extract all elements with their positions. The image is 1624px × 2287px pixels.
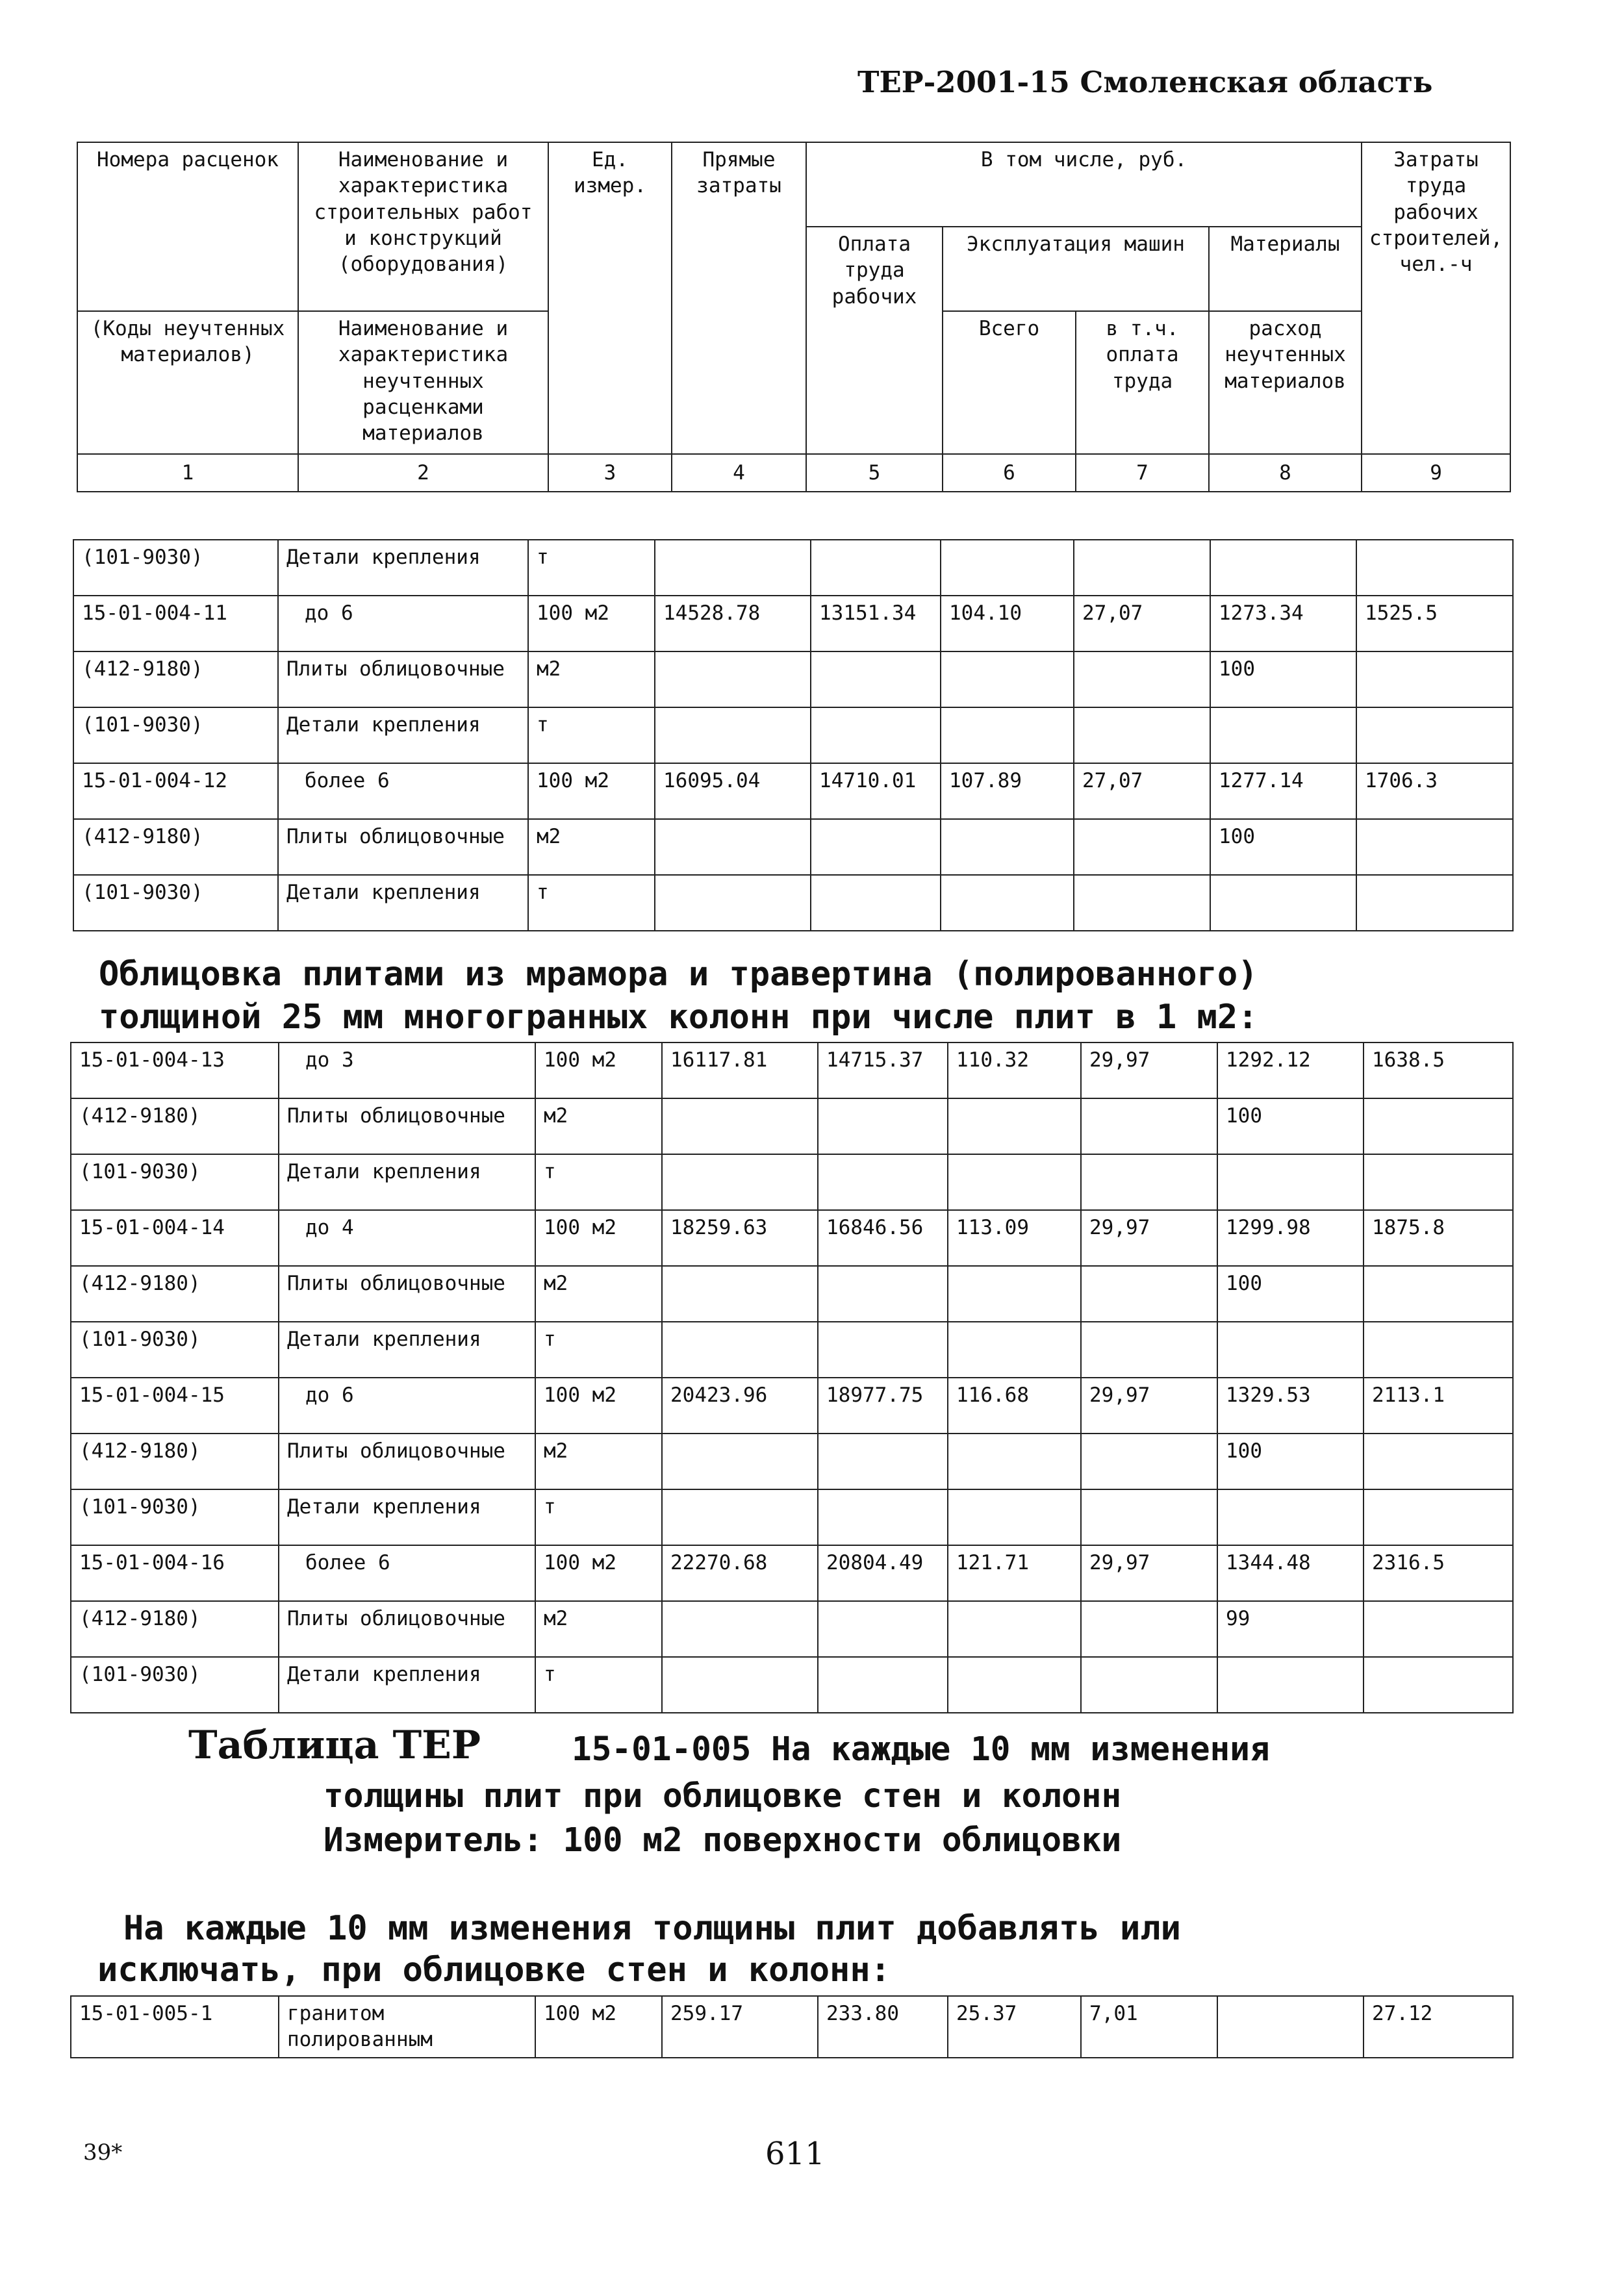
rate-code-cell: (412-9180): [71, 1098, 279, 1154]
wages-cell: [818, 1601, 948, 1657]
rate-code-cell: 15-01-004-14: [71, 1210, 279, 1266]
labor-hours-cell: 1525.5: [1356, 596, 1513, 651]
unit-cell: т: [528, 540, 655, 596]
materials-cell: 1344.48: [1217, 1545, 1364, 1601]
wages-cell: 18977.75: [818, 1378, 948, 1434]
unit-cell: 100 м2: [528, 763, 655, 819]
description-cell: Детали крепления: [279, 1154, 535, 1210]
table-title: [0, 1723, 1624, 1872]
materials-cell: 1299.98: [1217, 1210, 1364, 1266]
description-cell: Детали крепления: [279, 1657, 535, 1713]
running-header: ТЕР-2001-15 Смоленская область: [857, 65, 1433, 99]
unit-cell: т: [535, 1657, 662, 1713]
table-row: [73, 540, 1513, 596]
labor-hours-cell: [1356, 707, 1513, 763]
wages-cell: [811, 540, 941, 596]
rate-code-cell: (412-9180): [73, 651, 278, 707]
machinery-wages-cell: [1081, 1154, 1217, 1210]
column-number: 9: [1362, 454, 1510, 492]
wages-cell: [818, 1098, 948, 1154]
description-cell: до 6: [278, 596, 528, 651]
wages-cell: [818, 1489, 948, 1545]
labor-hours-cell: [1364, 1434, 1513, 1489]
labor-hours-cell: [1364, 1322, 1513, 1378]
machinery-total-cell: 25.37: [948, 1996, 1081, 2058]
rate-code-cell: (101-9030): [71, 1322, 279, 1378]
materials-cell: [1217, 1322, 1364, 1378]
wages-cell: [811, 875, 941, 931]
machinery-wages-cell: 29,97: [1081, 1545, 1217, 1601]
header-rate-numbers: Номера расценок: [77, 142, 298, 311]
header-wages: Оплата труда рабочих: [806, 227, 943, 454]
materials-cell: [1217, 1489, 1364, 1545]
unit-cell: 100 м2: [535, 1545, 662, 1601]
table-row: [71, 1322, 1513, 1378]
rate-code-cell: 15-01-004-16: [71, 1545, 279, 1601]
table-row: [71, 1042, 1513, 1098]
wages-cell: [818, 1434, 948, 1489]
machinery-total-cell: [941, 875, 1074, 931]
section-heading-2: [97, 1908, 1527, 1991]
direct-costs-cell: 16095.04: [655, 763, 811, 819]
rate-code-cell: 15-01-004-15: [71, 1378, 279, 1434]
rate-code-cell: (101-9030): [71, 1657, 279, 1713]
rate-code-cell: 15-01-004-13: [71, 1042, 279, 1098]
materials-cell: 1277.14: [1210, 763, 1356, 819]
unit-cell: м2: [535, 1601, 662, 1657]
direct-costs-cell: 20423.96: [662, 1378, 818, 1434]
table-row: [71, 1378, 1513, 1434]
description-cell: Детали крепления: [279, 1322, 535, 1378]
column-number: 6: [943, 454, 1076, 492]
materials-cell: 100: [1217, 1434, 1364, 1489]
table-title-label: Таблица ТЕР: [188, 1723, 481, 1768]
rate-code-cell: (101-9030): [71, 1489, 279, 1545]
machinery-wages-cell: [1081, 1657, 1217, 1713]
column-number: 4: [672, 454, 806, 492]
description-cell: более 6: [278, 763, 528, 819]
direct-costs-cell: [662, 1266, 818, 1322]
machinery-wages-cell: 7,01: [1081, 1996, 1217, 2058]
description-cell: до 3: [279, 1042, 535, 1098]
header-including-group: В том числе, руб.: [806, 142, 1362, 227]
unit-cell: м2: [535, 1098, 662, 1154]
unit-cell: 100 м2: [528, 596, 655, 651]
labor-hours-cell: [1364, 1489, 1513, 1545]
column-number: 7: [1076, 454, 1209, 492]
wages-cell: 16846.56: [818, 1210, 948, 1266]
direct-costs-cell: [655, 651, 811, 707]
rate-code-cell: (101-9030): [71, 1154, 279, 1210]
direct-costs-cell: 18259.63: [662, 1210, 818, 1266]
labor-hours-cell: 2113.1: [1364, 1378, 1513, 1434]
materials-cell: 99: [1217, 1601, 1364, 1657]
machinery-wages-cell: [1074, 819, 1210, 875]
header-material-codes: (Коды неучтенных материалов): [77, 311, 298, 454]
header-direct-costs: Прямые затраты: [672, 142, 806, 454]
table-row: [71, 1545, 1513, 1601]
table-row: [71, 1657, 1513, 1713]
labor-hours-cell: 2316.5: [1364, 1545, 1513, 1601]
description-cell: Плиты облицовочные: [279, 1098, 535, 1154]
table-title-measure: Измеритель: 100 м2 поверхности облицовки: [324, 1821, 1122, 1860]
table-row: [71, 1434, 1513, 1489]
table-title-line1: 15-01-005 На каждые 10 мм изменения: [572, 1730, 1270, 1769]
machinery-total-cell: [941, 540, 1074, 596]
description-cell: Детали крепления: [278, 540, 528, 596]
wages-cell: 14710.01: [811, 763, 941, 819]
machinery-total-cell: [948, 1322, 1081, 1378]
column-header-table: [77, 142, 1511, 492]
direct-costs-cell: [662, 1434, 818, 1489]
rate-code-cell: 15-01-004-11: [73, 596, 278, 651]
description-cell: Плиты облицовочные: [279, 1434, 535, 1489]
header-machinery-wages: в т.ч. оплата труда: [1076, 311, 1209, 454]
machinery-total-cell: [948, 1154, 1081, 1210]
rates-table-1: [73, 539, 1514, 931]
labor-hours-cell: [1364, 1266, 1513, 1322]
machinery-total-cell: 110.32: [948, 1042, 1081, 1098]
header-unit: Ед. измер.: [548, 142, 672, 454]
machinery-total-cell: [941, 819, 1074, 875]
materials-cell: 100: [1217, 1266, 1364, 1322]
header-labor-hours: Затраты труда рабочих строителей, чел.-ч: [1362, 142, 1510, 454]
labor-hours-cell: 1875.8: [1364, 1210, 1513, 1266]
rate-code-cell: (412-9180): [73, 819, 278, 875]
table-row: [73, 819, 1513, 875]
unit-cell: м2: [535, 1434, 662, 1489]
machinery-total-cell: [941, 707, 1074, 763]
description-cell: Плиты облицовочные: [278, 819, 528, 875]
wages-cell: [818, 1657, 948, 1713]
machinery-wages-cell: 29,97: [1081, 1042, 1217, 1098]
rate-code-cell: 15-01-004-12: [73, 763, 278, 819]
wages-cell: 13151.34: [811, 596, 941, 651]
labor-hours-cell: [1356, 819, 1513, 875]
table-row: [73, 651, 1513, 707]
column-number: 2: [298, 454, 548, 492]
header-materials: Материалы: [1209, 227, 1362, 311]
wages-cell: [811, 819, 941, 875]
machinery-wages-cell: 27,07: [1074, 596, 1210, 651]
labor-hours-cell: [1364, 1601, 1513, 1657]
rate-code-cell: (412-9180): [71, 1266, 279, 1322]
table-row: [71, 1601, 1513, 1657]
direct-costs-cell: 259.17: [662, 1996, 818, 2058]
materials-cell: 100: [1210, 651, 1356, 707]
machinery-wages-cell: [1081, 1601, 1217, 1657]
wages-cell: [811, 707, 941, 763]
signature-mark: 39*: [83, 2140, 123, 2166]
labor-hours-cell: [1356, 875, 1513, 931]
labor-hours-cell: 27.12: [1364, 1996, 1513, 2058]
machinery-wages-cell: 29,97: [1081, 1210, 1217, 1266]
direct-costs-cell: [662, 1154, 818, 1210]
unit-cell: м2: [528, 651, 655, 707]
direct-costs-cell: [655, 707, 811, 763]
unit-cell: т: [535, 1154, 662, 1210]
description-cell: до 6: [279, 1378, 535, 1434]
description-cell: Детали крепления: [278, 707, 528, 763]
column-number: 8: [1209, 454, 1362, 492]
direct-costs-cell: [662, 1322, 818, 1378]
machinery-wages-cell: 29,97: [1081, 1378, 1217, 1434]
machinery-wages-cell: [1074, 651, 1210, 707]
header-machinery-total: Всего: [943, 311, 1076, 454]
wages-cell: 14715.37: [818, 1042, 948, 1098]
section-heading-2-line2: исключать, при облицовке стен и колонн:: [97, 1951, 891, 1990]
unit-cell: м2: [528, 819, 655, 875]
table-row: [73, 596, 1513, 651]
machinery-total-cell: [948, 1266, 1081, 1322]
materials-cell: 100: [1210, 819, 1356, 875]
table-row: [71, 1266, 1513, 1322]
unit-cell: 100 м2: [535, 1996, 662, 2058]
machinery-total-cell: [948, 1489, 1081, 1545]
labor-hours-cell: [1364, 1657, 1513, 1713]
rates-table-2: [70, 1042, 1514, 1713]
page-number: 611: [765, 2136, 825, 2172]
direct-costs-cell: [662, 1098, 818, 1154]
column-number: 1: [77, 454, 298, 492]
unit-cell: т: [535, 1322, 662, 1378]
machinery-wages-cell: [1074, 707, 1210, 763]
materials-cell: 1329.53: [1217, 1378, 1364, 1434]
header-material-consumption: расход неучтенных материалов: [1209, 311, 1362, 454]
direct-costs-cell: [662, 1657, 818, 1713]
materials-cell: [1210, 875, 1356, 931]
materials-cell: [1217, 1657, 1364, 1713]
column-number: 3: [548, 454, 672, 492]
table-title-line2: толщины плит при облицовке стен и колонн: [324, 1777, 1122, 1815]
section-heading-1-line1: Облицовка плитами из мрамора и травертина (полированного): [99, 955, 1258, 994]
rate-code-cell: (101-9030): [73, 875, 278, 931]
description-cell: гранитом полированным: [279, 1996, 535, 2058]
labor-hours-cell: 1706.3: [1356, 763, 1513, 819]
labor-hours-cell: [1356, 540, 1513, 596]
description-cell: более 6: [279, 1545, 535, 1601]
materials-cell: 1292.12: [1217, 1042, 1364, 1098]
machinery-wages-cell: [1081, 1266, 1217, 1322]
wages-cell: [818, 1266, 948, 1322]
direct-costs-cell: [655, 540, 811, 596]
unit-cell: 100 м2: [535, 1042, 662, 1098]
description-cell: Плиты облицовочные: [279, 1601, 535, 1657]
rate-code-cell: (412-9180): [71, 1601, 279, 1657]
materials-cell: [1210, 540, 1356, 596]
direct-costs-cell: 14528.78: [655, 596, 811, 651]
unit-cell: т: [535, 1489, 662, 1545]
unit-cell: т: [528, 875, 655, 931]
machinery-wages-cell: [1081, 1434, 1217, 1489]
description-cell: Плиты облицовочные: [279, 1266, 535, 1322]
rates-table-3: [70, 1995, 1514, 2058]
unit-cell: м2: [535, 1266, 662, 1322]
machinery-wages-cell: [1074, 875, 1210, 931]
direct-costs-cell: [655, 875, 811, 931]
rate-code-cell: (101-9030): [73, 707, 278, 763]
description-cell: Детали крепления: [279, 1489, 535, 1545]
direct-costs-cell: [655, 819, 811, 875]
labor-hours-cell: [1364, 1098, 1513, 1154]
unit-cell: 100 м2: [535, 1210, 662, 1266]
machinery-total-cell: 113.09: [948, 1210, 1081, 1266]
direct-costs-cell: [662, 1489, 818, 1545]
rate-code-cell: (101-9030): [73, 540, 278, 596]
labor-hours-cell: [1356, 651, 1513, 707]
rate-code-cell: (412-9180): [71, 1434, 279, 1489]
machinery-wages-cell: [1081, 1322, 1217, 1378]
direct-costs-cell: [662, 1601, 818, 1657]
machinery-total-cell: 104.10: [941, 596, 1074, 651]
header-machinery: Эксплуатация машин: [943, 227, 1209, 311]
materials-cell: 100: [1217, 1098, 1364, 1154]
wages-cell: 20804.49: [818, 1545, 948, 1601]
materials-cell: [1217, 1996, 1364, 2058]
description-cell: Детали крепления: [278, 875, 528, 931]
machinery-wages-cell: [1074, 540, 1210, 596]
rate-code-cell: 15-01-005-1: [71, 1996, 279, 2058]
direct-costs-cell: 22270.68: [662, 1545, 818, 1601]
table-row: [71, 1210, 1513, 1266]
machinery-total-cell: [948, 1434, 1081, 1489]
unit-cell: т: [528, 707, 655, 763]
description-cell: Плиты облицовочные: [278, 651, 528, 707]
section-heading-1: [99, 954, 1495, 1038]
table-row: [71, 1154, 1513, 1210]
table-row: [73, 763, 1513, 819]
unit-cell: 100 м2: [535, 1378, 662, 1434]
header-work-name: Наименование и характеристика строительных работ и конструкций (оборудования): [298, 142, 548, 311]
machinery-total-cell: [948, 1657, 1081, 1713]
machinery-wages-cell: 27,07: [1074, 763, 1210, 819]
column-number: 5: [806, 454, 943, 492]
machinery-total-cell: 121.71: [948, 1545, 1081, 1601]
materials-cell: 1273.34: [1210, 596, 1356, 651]
section-heading-1-line2: толщиной 25 мм многогранных колонн при числе плит в 1 м2:: [99, 998, 1258, 1037]
table-row: [71, 1489, 1513, 1545]
header-material-names: Наименование и характеристика неучтенных расценками материалов: [298, 311, 548, 454]
materials-cell: [1217, 1154, 1364, 1210]
machinery-total-cell: 107.89: [941, 763, 1074, 819]
machinery-wages-cell: [1081, 1098, 1217, 1154]
machinery-wages-cell: [1081, 1489, 1217, 1545]
wages-cell: [818, 1322, 948, 1378]
description-cell: до 4: [279, 1210, 535, 1266]
machinery-total-cell: [948, 1098, 1081, 1154]
table-row: [73, 707, 1513, 763]
machinery-total-cell: 116.68: [948, 1378, 1081, 1434]
machinery-total-cell: [948, 1601, 1081, 1657]
direct-costs-cell: 16117.81: [662, 1042, 818, 1098]
labor-hours-cell: 1638.5: [1364, 1042, 1513, 1098]
section-heading-2-line1: На каждые 10 мм изменения толщины плит добавлять или: [123, 1909, 1181, 1948]
table-row: [73, 875, 1513, 931]
wages-cell: [818, 1154, 948, 1210]
machinery-total-cell: [941, 651, 1074, 707]
wages-cell: [811, 651, 941, 707]
materials-cell: [1210, 707, 1356, 763]
labor-hours-cell: [1364, 1154, 1513, 1210]
table-row: [71, 1098, 1513, 1154]
wages-cell: 233.80: [818, 1996, 948, 2058]
table-row: [71, 1996, 1513, 2058]
